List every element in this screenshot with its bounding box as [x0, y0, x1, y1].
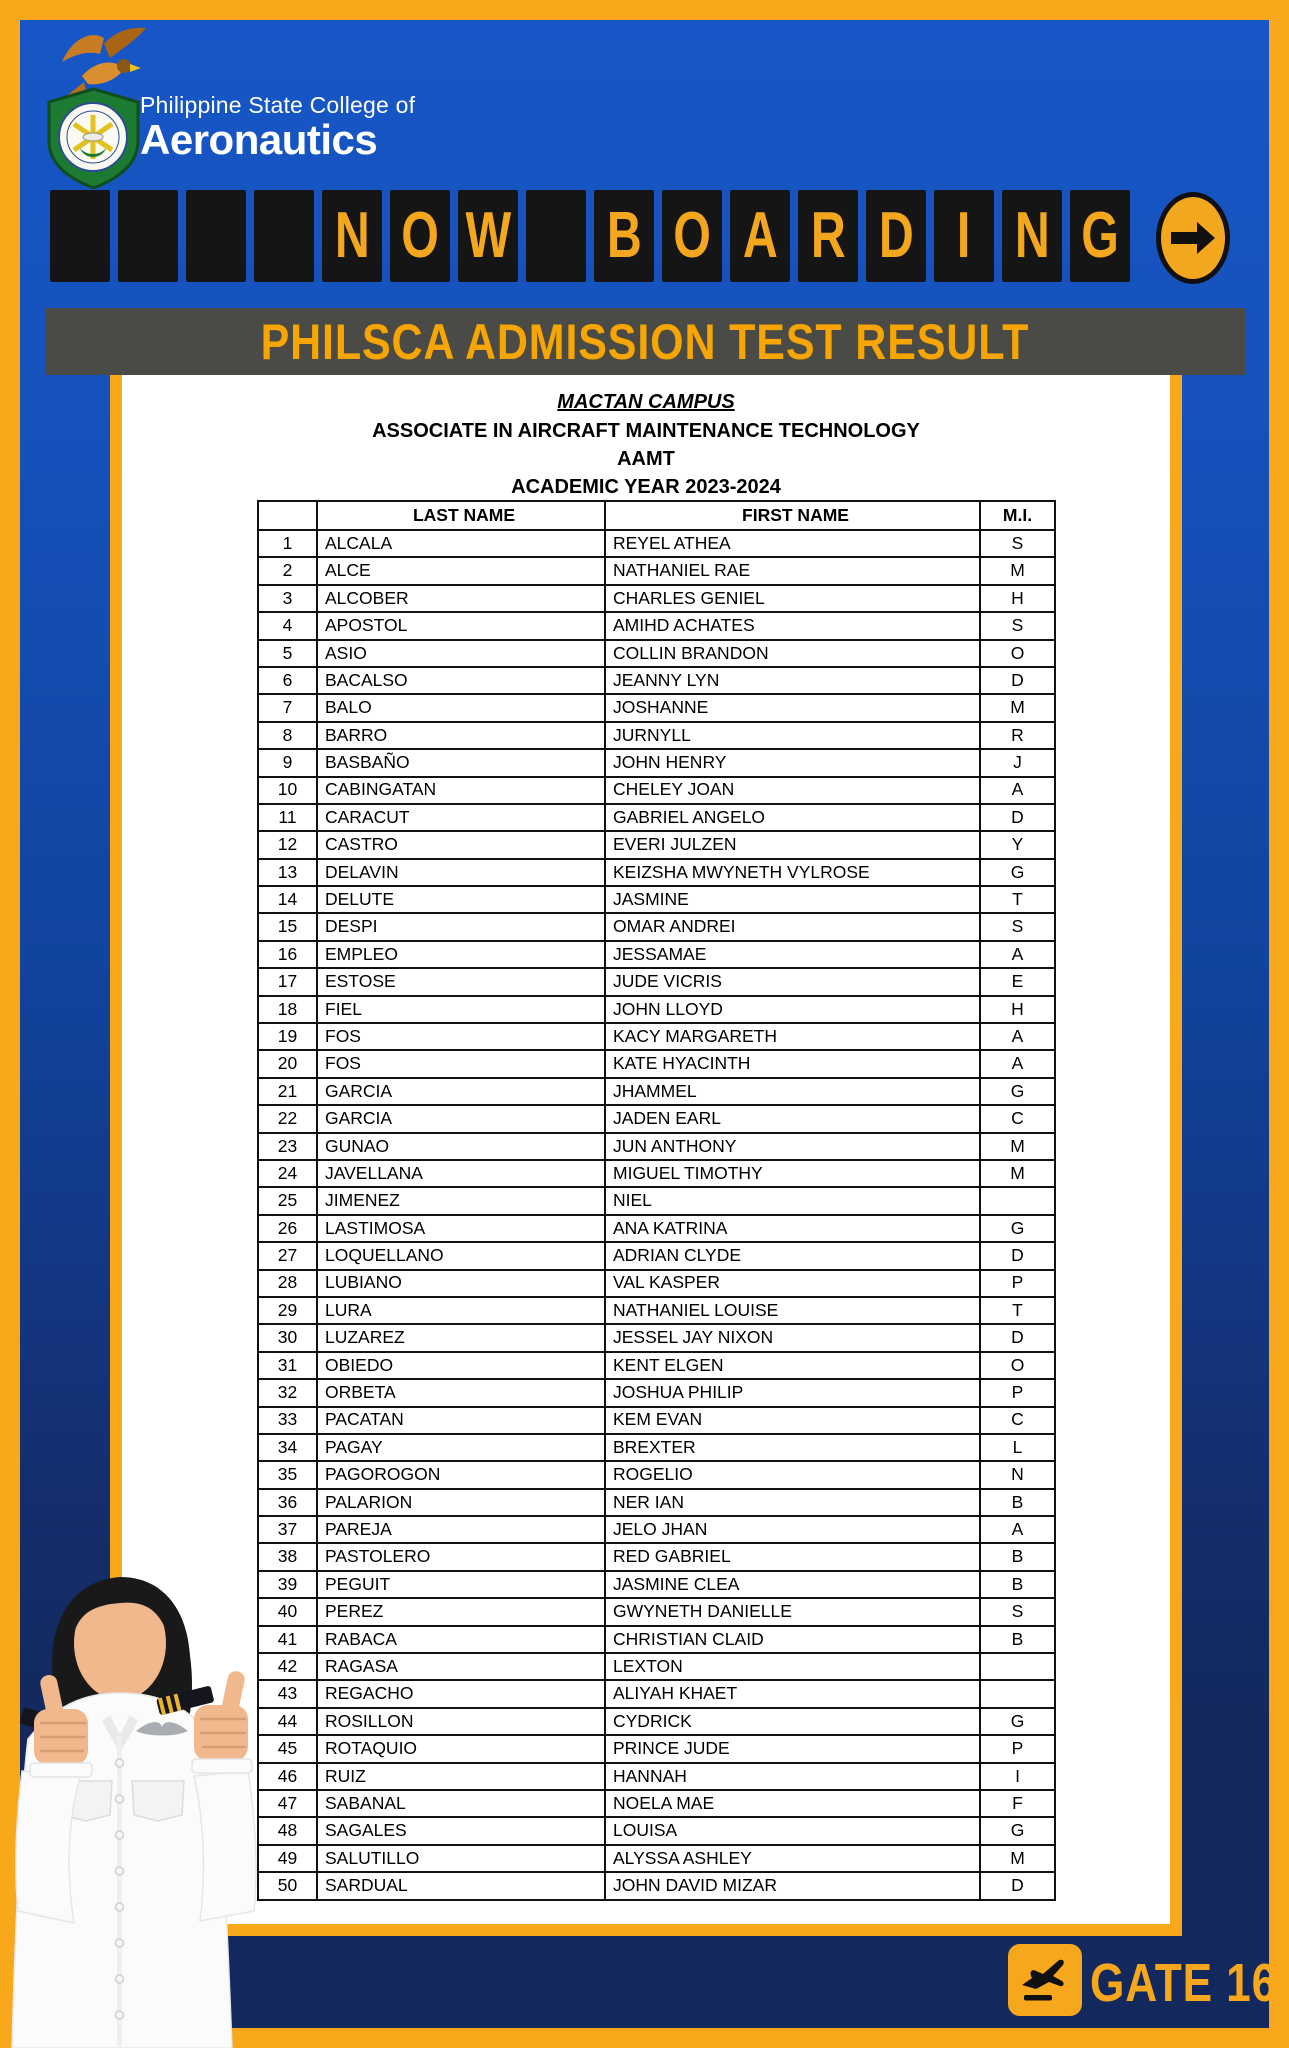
cell-number: 38: [258, 1543, 317, 1570]
cell-number: 21: [258, 1078, 317, 1105]
cell-last-name: FOS: [317, 1050, 605, 1077]
cell-first-name: GABRIEL ANGELO: [605, 804, 980, 831]
cell-number: 32: [258, 1379, 317, 1406]
cell-number: 13: [258, 859, 317, 886]
cell-middle-initial: S: [980, 913, 1055, 940]
marquee-tile: [186, 190, 246, 282]
table-row: [258, 585, 1055, 612]
cell-number: 48: [258, 1817, 317, 1844]
cell-first-name: ANA KATRINA: [605, 1215, 980, 1242]
marquee-letter: G: [1081, 199, 1119, 272]
cell-middle-initial: R: [980, 722, 1055, 749]
cell-number: 10: [258, 777, 317, 804]
cell-middle-initial: T: [980, 1297, 1055, 1324]
cell-first-name: RED GABRIEL: [605, 1543, 980, 1570]
table-row: [258, 1242, 1055, 1269]
cell-last-name: FIEL: [317, 996, 605, 1023]
cell-middle-initial: D: [980, 804, 1055, 831]
cell-first-name: JASMINE: [605, 886, 980, 913]
cell-middle-initial: I: [980, 1763, 1055, 1790]
cell-number: 33: [258, 1407, 317, 1434]
cell-first-name: BREXTER: [605, 1434, 980, 1461]
cell-middle-initial: B: [980, 1543, 1055, 1570]
marquee-tile: [118, 190, 178, 282]
cell-first-name: NOELA MAE: [605, 1790, 980, 1817]
cell-last-name: SARDUAL: [317, 1872, 605, 1899]
marquee-tile: [322, 190, 382, 282]
table-row: [258, 1872, 1055, 1899]
table-row: [258, 1516, 1055, 1543]
campus-heading: MACTAN CAMPUS: [557, 391, 735, 413]
cell-number: 42: [258, 1653, 317, 1680]
cell-middle-initial: H: [980, 996, 1055, 1023]
program-abbr-heading: AAMT: [617, 448, 675, 470]
cell-first-name: JELO JHAN: [605, 1516, 980, 1543]
program-heading: ASSOCIATE IN AIRCRAFT MAINTENANCE TECHNOLOGY: [372, 420, 920, 442]
results-table: [257, 500, 1056, 1901]
cell-last-name: BALO: [317, 694, 605, 721]
marquee-tile: [458, 190, 518, 282]
table-row: [258, 1790, 1055, 1817]
table-row: [258, 1461, 1055, 1488]
cell-number: 4: [258, 612, 317, 639]
marquee-tile: [526, 190, 586, 282]
cell-number: 17: [258, 968, 317, 995]
logo-line1: Philippine State College of: [140, 92, 416, 118]
cell-number: 18: [258, 996, 317, 1023]
marquee-tile: [1002, 190, 1062, 282]
col-header-first-name: FIRST NAME: [605, 501, 980, 530]
cell-middle-initial: M: [980, 694, 1055, 721]
table-row: [258, 1379, 1055, 1406]
cell-middle-initial: D: [980, 1242, 1055, 1269]
table-row: [258, 1543, 1055, 1570]
page-title: PHILSCA ADMISSION TEST RESULT: [260, 313, 1030, 370]
cell-first-name: LOUISA: [605, 1817, 980, 1844]
table-header-row: [258, 501, 1055, 530]
marquee-letter: R: [810, 199, 846, 272]
cell-last-name: PAREJA: [317, 1516, 605, 1543]
cell-first-name: HANNAH: [605, 1763, 980, 1790]
marquee-letter: N: [334, 199, 370, 272]
cell-first-name: VAL KASPER: [605, 1270, 980, 1297]
title-banner: [45, 308, 1245, 375]
cell-middle-initial: M: [980, 557, 1055, 584]
cell-middle-initial: D: [980, 1324, 1055, 1351]
table-row: [258, 640, 1055, 667]
cell-number: 30: [258, 1324, 317, 1351]
cell-first-name: REYEL ATHEA: [605, 530, 980, 557]
cell-last-name: RABACA: [317, 1626, 605, 1653]
cell-middle-initial: G: [980, 1708, 1055, 1735]
marquee-tile: [866, 190, 926, 282]
cell-number: 35: [258, 1461, 317, 1488]
table-row: [258, 859, 1055, 886]
cell-first-name: NER IAN: [605, 1489, 980, 1516]
cell-first-name: JEANNY LYN: [605, 667, 980, 694]
table-row: [258, 1105, 1055, 1132]
gate-label: GATE 16: [1090, 1953, 1278, 2013]
cell-first-name: KENT ELGEN: [605, 1352, 980, 1379]
cell-number: 36: [258, 1489, 317, 1516]
cell-middle-initial: S: [980, 612, 1055, 639]
table-row: [258, 1023, 1055, 1050]
marquee-tile: [594, 190, 654, 282]
marquee-tile: [662, 190, 722, 282]
cell-last-name: BASBAÑO: [317, 749, 605, 776]
cell-number: 43: [258, 1680, 317, 1707]
cell-last-name: ALCOBER: [317, 585, 605, 612]
cell-middle-initial: S: [980, 1598, 1055, 1625]
cell-number: 27: [258, 1242, 317, 1269]
marquee-letter: D: [878, 199, 914, 272]
cell-first-name: JURNYLL: [605, 722, 980, 749]
cell-middle-initial: O: [980, 1352, 1055, 1379]
cell-first-name: JOHN LLOYD: [605, 996, 980, 1023]
cell-middle-initial: C: [980, 1407, 1055, 1434]
cell-middle-initial: L: [980, 1434, 1055, 1461]
table-row: [258, 1708, 1055, 1735]
cell-last-name: CARACUT: [317, 804, 605, 831]
marquee-letter: W: [465, 199, 511, 272]
cell-last-name: ROTAQUIO: [317, 1735, 605, 1762]
marquee-tile: [254, 190, 314, 282]
table-row: [258, 667, 1055, 694]
table-row: [258, 996, 1055, 1023]
table-row: [258, 941, 1055, 968]
cell-first-name: ALYSSA ASHLEY: [605, 1845, 980, 1872]
cell-first-name: ROGELIO: [605, 1461, 980, 1488]
cell-first-name: KATE HYACINTH: [605, 1050, 980, 1077]
cell-last-name: LUZAREZ: [317, 1324, 605, 1351]
cell-middle-initial: A: [980, 1050, 1055, 1077]
marquee-letter: A: [742, 199, 778, 272]
cell-last-name: BARRO: [317, 722, 605, 749]
cell-last-name: RUIZ: [317, 1763, 605, 1790]
marquee-tile: [798, 190, 858, 282]
cell-last-name: GARCIA: [317, 1105, 605, 1132]
cell-number: 40: [258, 1598, 317, 1625]
table-row: [258, 530, 1055, 557]
cell-first-name: GWYNETH DANIELLE: [605, 1598, 980, 1625]
table-row: [258, 722, 1055, 749]
cell-middle-initial: B: [980, 1626, 1055, 1653]
arrow-right-icon: [1156, 192, 1230, 284]
table-row: [258, 1297, 1055, 1324]
cell-number: 45: [258, 1735, 317, 1762]
cell-middle-initial: E: [980, 968, 1055, 995]
cell-first-name: ALIYAH KHAET: [605, 1680, 980, 1707]
table-row: [258, 1215, 1055, 1242]
cell-first-name: JUN ANTHONY: [605, 1133, 980, 1160]
table-row: [258, 1489, 1055, 1516]
cell-middle-initial: N: [980, 1461, 1055, 1488]
cell-last-name: JAVELLANA: [317, 1160, 605, 1187]
cell-last-name: ROSILLON: [317, 1708, 605, 1735]
cell-middle-initial: A: [980, 777, 1055, 804]
cell-last-name: PACATAN: [317, 1407, 605, 1434]
cell-number: 11: [258, 804, 317, 831]
cell-first-name: NATHANIEL RAE: [605, 557, 980, 584]
cell-middle-initial: J: [980, 749, 1055, 776]
table-row: [258, 1735, 1055, 1762]
table-row: [258, 804, 1055, 831]
cell-middle-initial: F: [980, 1790, 1055, 1817]
cell-last-name: PAGOROGON: [317, 1461, 605, 1488]
cell-last-name: SALUTILLO: [317, 1845, 605, 1872]
cell-middle-initial: O: [980, 640, 1055, 667]
cell-first-name: PRINCE JUDE: [605, 1735, 980, 1762]
table-row: [258, 1626, 1055, 1653]
cell-number: 25: [258, 1187, 317, 1214]
cell-last-name: SABANAL: [317, 1790, 605, 1817]
table-row: [258, 612, 1055, 639]
cell-middle-initial: G: [980, 1078, 1055, 1105]
table-row: [258, 557, 1055, 584]
table-row: [258, 1050, 1055, 1077]
table-row: [258, 913, 1055, 940]
cell-first-name: JOSHUA PHILIP: [605, 1379, 980, 1406]
academic-year-heading: ACADEMIC YEAR 2023-2024: [511, 476, 781, 498]
cell-middle-initial: A: [980, 1023, 1055, 1050]
table-row: [258, 968, 1055, 995]
cell-first-name: COLLIN BRANDON: [605, 640, 980, 667]
cell-first-name: JASMINE CLEA: [605, 1571, 980, 1598]
cell-first-name: JOHN HENRY: [605, 749, 980, 776]
cell-number: 20: [258, 1050, 317, 1077]
cell-middle-initial: H: [980, 585, 1055, 612]
table-row: [258, 1434, 1055, 1461]
cell-last-name: APOSTOL: [317, 612, 605, 639]
col-header-last-name: LAST NAME: [317, 501, 605, 530]
table-row: [258, 1324, 1055, 1351]
cell-middle-initial: M: [980, 1160, 1055, 1187]
cell-number: 39: [258, 1571, 317, 1598]
cell-last-name: ESTOSE: [317, 968, 605, 995]
marquee-tile: [934, 190, 994, 282]
cell-last-name: ALCE: [317, 557, 605, 584]
cell-number: 31: [258, 1352, 317, 1379]
cell-number: 44: [258, 1708, 317, 1735]
cell-number: 9: [258, 749, 317, 776]
cell-last-name: GUNAO: [317, 1133, 605, 1160]
logo-line2: Aeronautics: [140, 116, 378, 163]
marquee-letter: N: [1014, 199, 1050, 272]
cell-number: 19: [258, 1023, 317, 1050]
cell-middle-initial: D: [980, 667, 1055, 694]
table-row: [258, 1571, 1055, 1598]
cell-middle-initial: B: [980, 1571, 1055, 1598]
cell-first-name: EVERI JULZEN: [605, 831, 980, 858]
table-row: [258, 1407, 1055, 1434]
cell-first-name: CYDRICK: [605, 1708, 980, 1735]
cell-last-name: DELUTE: [317, 886, 605, 913]
cell-last-name: LASTIMOSA: [317, 1215, 605, 1242]
table-row: [258, 1187, 1055, 1214]
cell-middle-initial: S: [980, 530, 1055, 557]
cell-last-name: ORBETA: [317, 1379, 605, 1406]
cell-middle-initial: D: [980, 1872, 1055, 1899]
cell-last-name: LURA: [317, 1297, 605, 1324]
table-row: [258, 1598, 1055, 1625]
cell-last-name: BACALSO: [317, 667, 605, 694]
cell-middle-initial: T: [980, 886, 1055, 913]
cell-last-name: CASTRO: [317, 831, 605, 858]
cell-last-name: REGACHO: [317, 1680, 605, 1707]
cell-first-name: OMAR ANDREI: [605, 913, 980, 940]
cell-middle-initial: M: [980, 1133, 1055, 1160]
cell-first-name: KACY MARGARETH: [605, 1023, 980, 1050]
cell-last-name: EMPLEO: [317, 941, 605, 968]
cell-number: 8: [258, 722, 317, 749]
cell-middle-initial: [980, 1653, 1055, 1680]
cell-first-name: JADEN EARL: [605, 1105, 980, 1132]
table-row: [258, 1763, 1055, 1790]
philsca-seal-icon: [46, 86, 141, 191]
cell-number: 50: [258, 1872, 317, 1899]
cell-last-name: DELAVIN: [317, 859, 605, 886]
cell-first-name: CHELEY JOAN: [605, 777, 980, 804]
marquee-letter: O: [673, 199, 711, 272]
marquee-letter: O: [401, 199, 439, 272]
cell-first-name: CHRISTIAN CLAID: [605, 1626, 980, 1653]
cell-first-name: JOSHANNE: [605, 694, 980, 721]
cell-first-name: JHAMMEL: [605, 1078, 980, 1105]
table-row: [258, 694, 1055, 721]
cell-last-name: PALARION: [317, 1489, 605, 1516]
cell-number: 12: [258, 831, 317, 858]
marquee-tile: [390, 190, 450, 282]
pilot-illustration: [8, 1571, 264, 2048]
cell-number: 28: [258, 1270, 317, 1297]
cell-first-name: JESSEL JAY NIXON: [605, 1324, 980, 1351]
cell-first-name: JOHN DAVID MIZAR: [605, 1872, 980, 1899]
cell-middle-initial: C: [980, 1105, 1055, 1132]
cell-number: 7: [258, 694, 317, 721]
table-row: [258, 1680, 1055, 1707]
cell-middle-initial: [980, 1680, 1055, 1707]
cell-last-name: PASTOLERO: [317, 1543, 605, 1570]
cell-last-name: PAGAY: [317, 1434, 605, 1461]
cell-number: 22: [258, 1105, 317, 1132]
cell-first-name: ADRIAN CLYDE: [605, 1242, 980, 1269]
table-row: [258, 1845, 1055, 1872]
table-row: [258, 1160, 1055, 1187]
cell-number: 46: [258, 1763, 317, 1790]
cell-number: 24: [258, 1160, 317, 1187]
cell-middle-initial: G: [980, 1215, 1055, 1242]
cell-last-name: GARCIA: [317, 1078, 605, 1105]
col-header-number: [258, 501, 317, 530]
cell-number: 6: [258, 667, 317, 694]
cell-last-name: ASIO: [317, 640, 605, 667]
cell-last-name: DESPI: [317, 913, 605, 940]
cell-number: 37: [258, 1516, 317, 1543]
cell-middle-initial: [980, 1187, 1055, 1214]
cell-middle-initial: G: [980, 1817, 1055, 1844]
table-row: [258, 831, 1055, 858]
cell-middle-initial: A: [980, 1516, 1055, 1543]
cell-number: 41: [258, 1626, 317, 1653]
now-boarding-marquee: [50, 190, 1130, 282]
cell-first-name: KEM EVAN: [605, 1407, 980, 1434]
cell-middle-initial: B: [980, 1489, 1055, 1516]
marquee-tile: [1070, 190, 1130, 282]
cell-last-name: PEREZ: [317, 1598, 605, 1625]
cell-middle-initial: P: [980, 1270, 1055, 1297]
marquee-letter: B: [606, 199, 642, 272]
table-row: [258, 1352, 1055, 1379]
marquee-tile: [50, 190, 110, 282]
cell-middle-initial: Y: [980, 831, 1055, 858]
table-row: [258, 777, 1055, 804]
cell-last-name: SAGALES: [317, 1817, 605, 1844]
table-row: [258, 749, 1055, 776]
cell-middle-initial: P: [980, 1735, 1055, 1762]
cell-middle-initial: P: [980, 1379, 1055, 1406]
cell-first-name: AMIHD ACHATES: [605, 612, 980, 639]
cell-number: 29: [258, 1297, 317, 1324]
cell-last-name: OBIEDO: [317, 1352, 605, 1379]
cell-last-name: LOQUELLANO: [317, 1242, 605, 1269]
cell-number: 16: [258, 941, 317, 968]
cell-number: 5: [258, 640, 317, 667]
table-row: [258, 1133, 1055, 1160]
table-row: [258, 1078, 1055, 1105]
cell-first-name: MIGUEL TIMOTHY: [605, 1160, 980, 1187]
cell-last-name: PEGUIT: [317, 1571, 605, 1598]
cell-first-name: KEIZSHA MWYNETH VYLROSE: [605, 859, 980, 886]
table-row: [258, 1270, 1055, 1297]
cell-last-name: RAGASA: [317, 1653, 605, 1680]
cell-number: 15: [258, 913, 317, 940]
cell-number: 3: [258, 585, 317, 612]
cell-first-name: NIEL: [605, 1187, 980, 1214]
cell-number: 23: [258, 1133, 317, 1160]
cell-last-name: FOS: [317, 1023, 605, 1050]
cell-middle-initial: G: [980, 859, 1055, 886]
table-row: [258, 1653, 1055, 1680]
cell-first-name: LEXTON: [605, 1653, 980, 1680]
cell-number: 49: [258, 1845, 317, 1872]
cell-last-name: JIMENEZ: [317, 1187, 605, 1214]
cell-number: 1: [258, 530, 317, 557]
cell-middle-initial: M: [980, 1845, 1055, 1872]
logo-text: [140, 94, 415, 161]
cell-number: 26: [258, 1215, 317, 1242]
cell-first-name: NATHANIEL LOUISE: [605, 1297, 980, 1324]
cell-first-name: JESSAMAE: [605, 941, 980, 968]
marquee-letter: I: [957, 199, 971, 272]
table-row: [258, 1817, 1055, 1844]
cell-last-name: CABINGATAN: [317, 777, 605, 804]
cell-last-name: LUBIANO: [317, 1270, 605, 1297]
cell-first-name: JUDE VICRIS: [605, 968, 980, 995]
cell-number: 2: [258, 557, 317, 584]
cell-last-name: ALCALA: [317, 530, 605, 557]
airplane-takeoff-icon: [1008, 1944, 1082, 2016]
marquee-tile: [730, 190, 790, 282]
cell-number: 34: [258, 1434, 317, 1461]
table-row: [258, 886, 1055, 913]
cell-number: 47: [258, 1790, 317, 1817]
cell-number: 14: [258, 886, 317, 913]
col-header-middle-initial: M.I.: [980, 501, 1055, 530]
cell-first-name: CHARLES GENIEL: [605, 585, 980, 612]
cell-middle-initial: A: [980, 941, 1055, 968]
